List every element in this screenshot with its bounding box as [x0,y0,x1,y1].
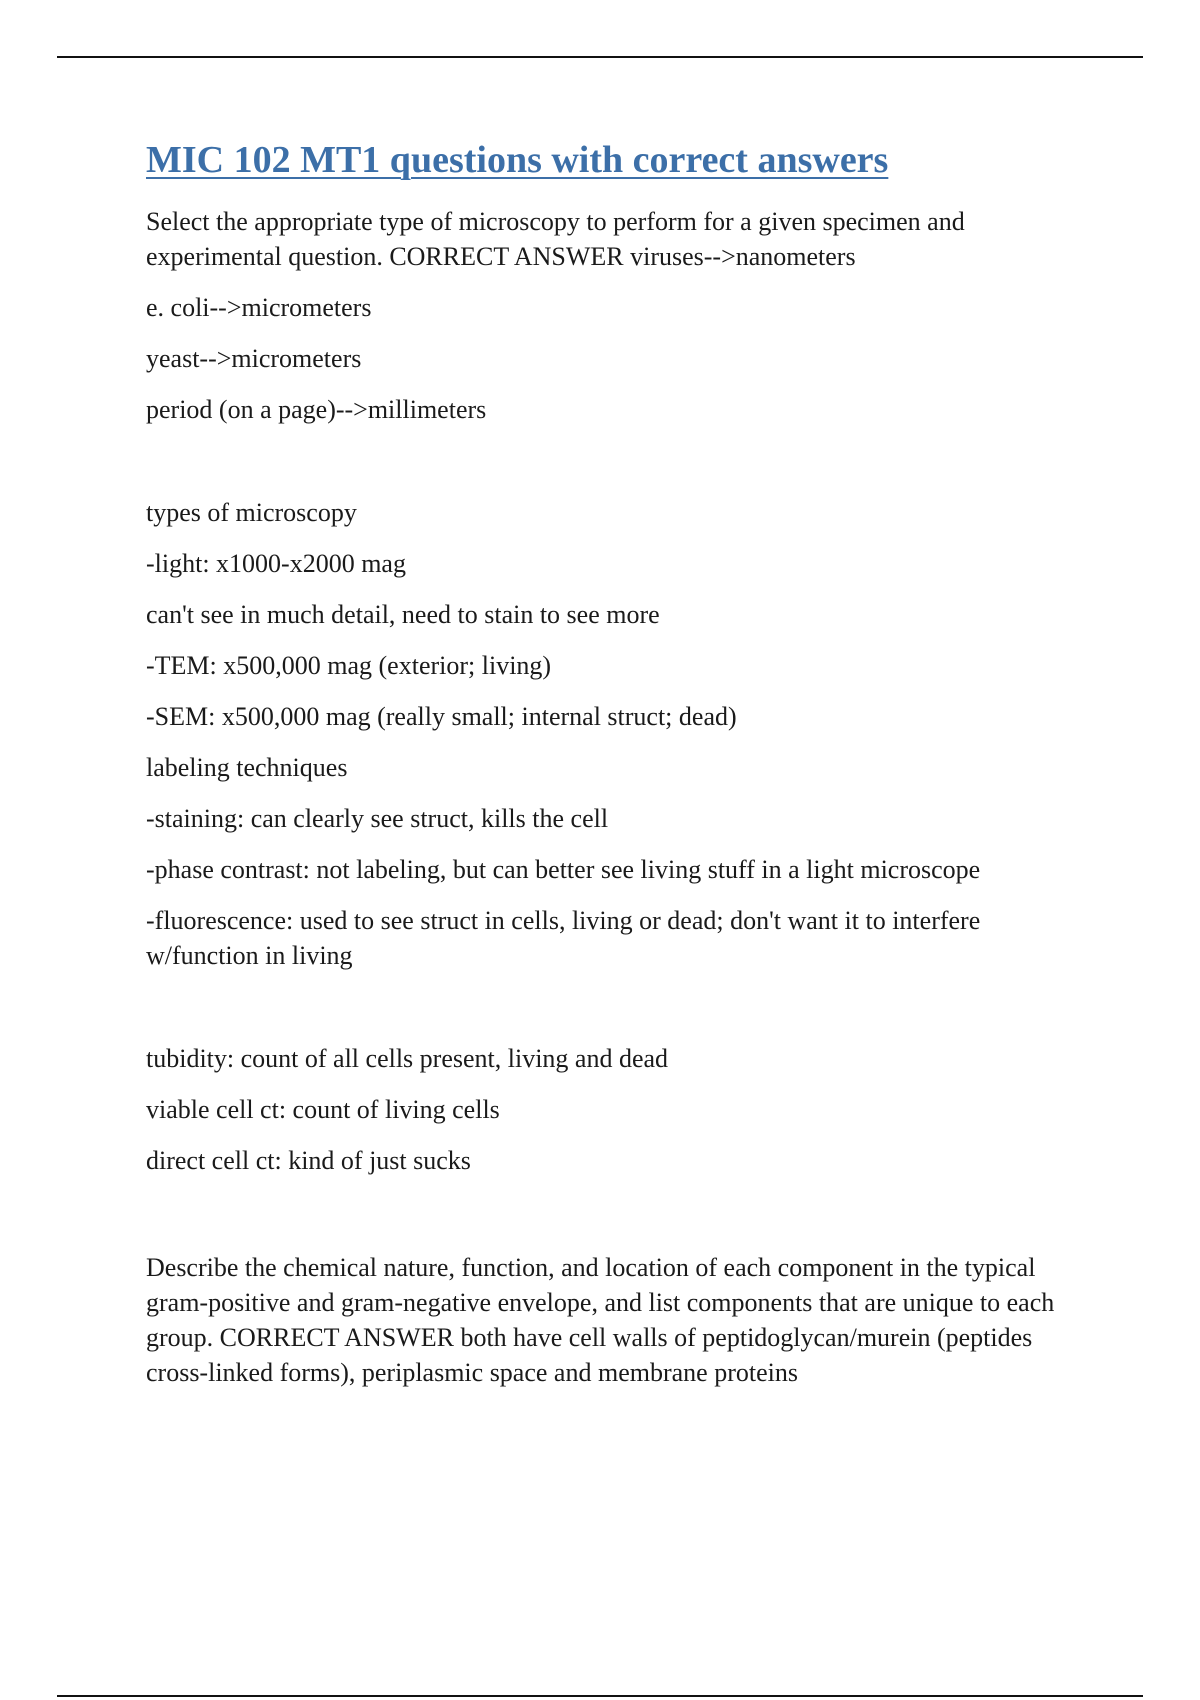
section-cell-envelope [146,1250,1066,1390]
paragraph: -SEM: x500,000 mag (really small; internal struct; dead) [146,701,737,731]
paragraph: -TEM: x500,000 mag (exterior; living) [146,650,552,680]
document-title[interactable]: MIC 102 MT1 questions with correct answers [146,139,889,181]
paragraph: direct cell ct: kind of just sucks [146,1145,471,1175]
paragraph: -fluorescence: used to see struct in cells, living or dead; don't want it to interfere w/function in living [146,905,981,970]
paragraph: -staining: can clearly see struct, kills the cell [146,803,609,833]
paragraph: labeling techniques [146,752,348,782]
paragraph: viable cell ct: count of living cells [146,1094,500,1124]
paragraph: yeast-->micrometers [146,343,362,373]
paragraph: period (on a page)-->millimeters [146,394,487,424]
paragraph: tubidity: count of all cells present, living and dead [146,1043,669,1073]
section-microscopy-types [146,495,1066,973]
paragraph: can't see in much detail, need to stain to see more [146,599,660,629]
paragraph: types of microscopy [146,497,357,527]
section-microscopy-scale [146,204,1066,427]
spacer [146,1194,1066,1250]
footer-rule [57,1695,1143,1697]
paragraph: Describe the chemical nature, function, and location of each component in the typical gram-positive and gram-negative envelope, and list components that are unique to each group. CORRECT ANSWER both have cell walls of peptidoglycan/murein (peptides cross-linked forms), periplasmic space and membrane proteins [146,1252,1055,1387]
header-rule [57,56,1143,58]
paragraph: Select the appropriate type of microscopy to perform for a given specimen and experimental question. CORRECT ANSWER viruses-->nanometers [146,206,965,271]
document-body [146,138,1066,1406]
spacer [146,989,1066,1041]
spacer [146,443,1066,495]
section-cell-counts [146,1041,1066,1178]
paragraph: -phase contrast: not labeling, but can better see living stuff in a light microscope [146,854,981,884]
paragraph: e. coli-->micrometers [146,292,372,322]
paragraph: -light: x1000-x2000 mag [146,548,406,578]
